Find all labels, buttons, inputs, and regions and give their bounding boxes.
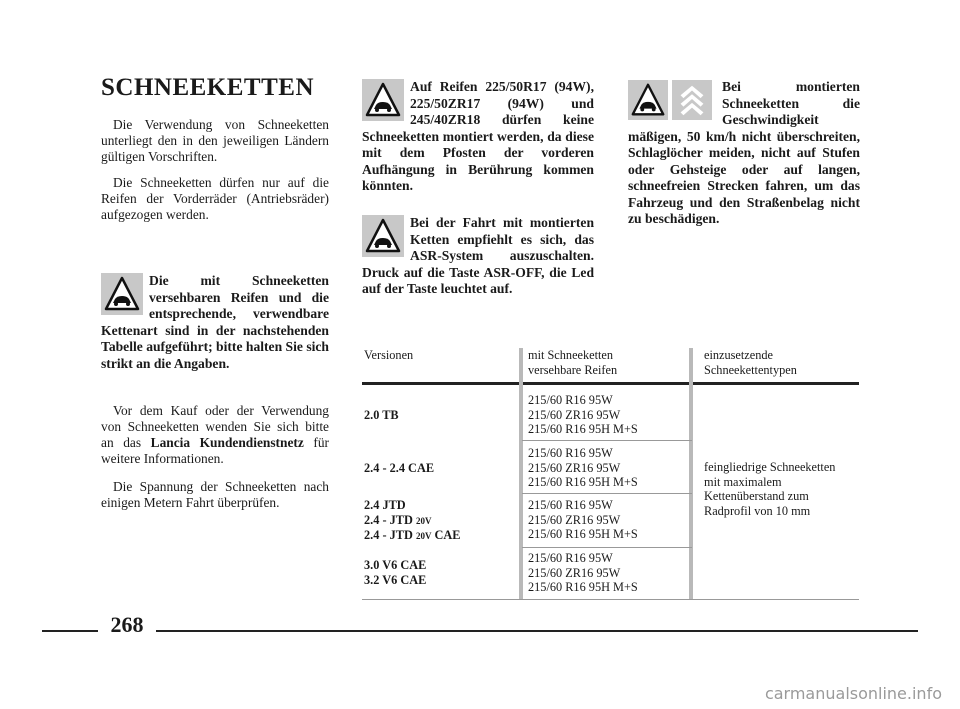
table-row-versions: 3.0 V6 CAE 3.2 V6 CAE <box>364 558 427 587</box>
dealer-network: Lancia Kundendienstnetz <box>150 435 304 450</box>
snow-chain-table <box>362 348 859 600</box>
warning-icons <box>628 79 716 121</box>
header-versions: Versionen <box>364 348 414 362</box>
watermark: carmanualsonline.info <box>764 684 942 703</box>
header-chain-types: einzusetzende Schneekettentypen <box>704 348 797 377</box>
dealer-paragraph: Vor dem Kauf oder der Verwendung von Schneeketten wenden Sie sich bitte an das Lancia Kundendienstnetz für weitere Informationen. <box>101 403 330 466</box>
warning-snow-car-icon <box>362 79 404 121</box>
warning-text: Bei montierten Schneeketten die Geschwindigkeit mäßigen, 50 km/h nicht überschreiten, Schlaglöcher meiden, nicht auf Stufen oder Gehsteige oder auf langen, schneefreien Strecken fahren, um das Fahrzeug und den Straßenbelag nicht zu beschädigen. <box>628 79 860 226</box>
warning-snow-car-icon <box>101 273 143 315</box>
warning-snow-car-icon <box>628 79 668 121</box>
intro-paragraph: Die Verwendung von Schneeketten unterliegt den in den jeweiligen Ländern gültigen Vorschriften. <box>101 117 329 164</box>
warning-text: Auf Reifen 225/50R17 (94W), 225/50ZR17 (94W) und 245/40ZR18 dürfen keine Schneeketten montiert werden, da diese mit dem Pfosten der vorderen Aufhängung in Berührung kommen könnten. <box>362 79 594 193</box>
row-divider <box>522 440 692 441</box>
column-divider <box>689 348 693 600</box>
page-number: 268 <box>110 612 144 637</box>
warning-snow-car-icon <box>362 215 404 257</box>
table-row-tyres: 215/60 R16 95W 215/60 ZR16 95W 215/60 R16 95H M+S <box>528 446 638 489</box>
warning-speed-note <box>628 79 860 228</box>
warning-asr-note <box>362 215 594 298</box>
row-divider <box>522 493 692 494</box>
footer-rule-left <box>42 630 98 632</box>
warning-table-note <box>101 273 329 372</box>
table-row-tyres: 215/60 R16 95W 215/60 ZR16 95W 215/60 R16 95H M+S <box>528 393 638 436</box>
table-bottom-rule <box>362 599 859 600</box>
table-row-tyres: 215/60 R16 95W 215/60 ZR16 95W 215/60 R16 95H M+S <box>528 551 638 594</box>
warning-text: Bei der Fahrt mit montierten Ketten empfiehlt es sich, das ASR-System auszuschalten. Druck auf die Taste ASR-OFF, die Led auf der Taste leuchtet auf. <box>362 215 594 296</box>
row-divider <box>522 547 692 548</box>
table-row-versions: 2.4 JTD 2.4 - JTD 20V 2.4 - JTD 20V CAE <box>364 498 461 542</box>
page-title: SCHNEEKETTEN <box>101 74 315 101</box>
header-rule <box>362 382 859 385</box>
column-divider <box>519 348 523 600</box>
header-tyres: mit Schneeketten versehbare Reifen <box>528 348 618 377</box>
warning-tyres-note <box>362 79 594 195</box>
front-wheels-paragraph: Die Schneeketten dürfen nur auf die Reifen der Vorderräder (Antriebsräder) aufgezogen werden. <box>101 175 329 222</box>
table-row-versions: 2.0 TB <box>364 408 399 422</box>
table-row-versions: 2.4 - 2.4 CAE <box>364 461 435 475</box>
footer-rule-right <box>156 630 918 632</box>
speed-chevron-icon <box>672 79 712 121</box>
chain-type-cell: feingliedrige Schneeketten mit maximalem Kettenüberstand zum Radprofil von 10 mm <box>704 460 836 518</box>
table-row-tyres: 215/60 R16 95W 215/60 ZR16 95W 215/60 R16 95H M+S <box>528 498 638 541</box>
warning-text: Die mit Schneeketten versehbaren Reifen und die entsprechende, verwendbare Kettenart sind in der nachstehenden Tabelle aufgeführt; bitte halten Sie sich strikt an die Angaben. <box>101 273 329 371</box>
tension-paragraph: Die Spannung der Schneeketten nach einigen Metern Fahrt überprüfen. <box>101 479 329 510</box>
